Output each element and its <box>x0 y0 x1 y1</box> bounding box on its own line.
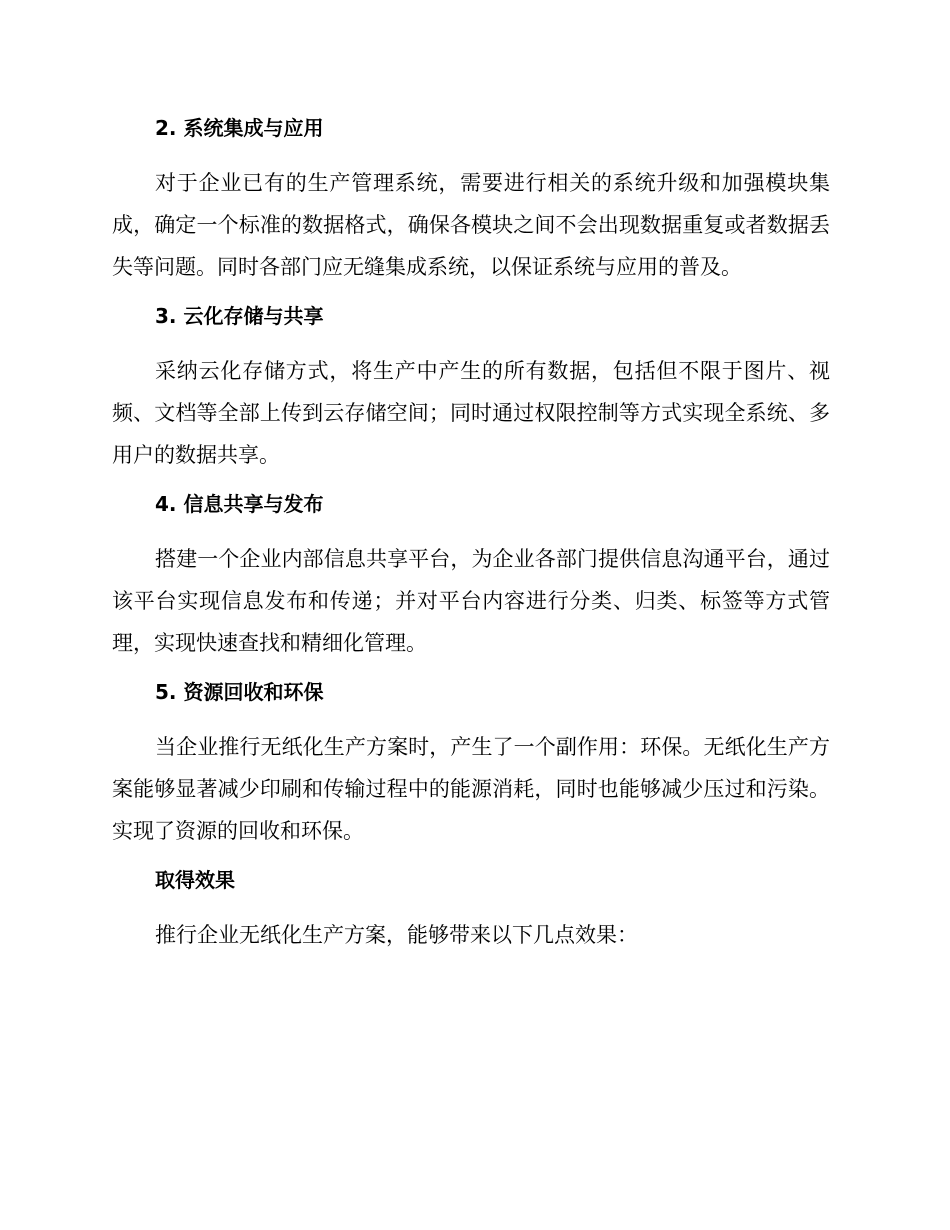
section-paragraph: 推行企业无纸化生产方案，能够带来以下几点效果： <box>155 923 638 947</box>
section-heading: 2. 系统集成与应用 <box>155 116 324 140</box>
section-paragraph: 对于企业已有的生产管理系统，需要进行相关的系统升级和加强模块集成，确定一个标准的数据格式，确保各模块之间不会出现数据重复或者数据丢失等问题。同时各部门应无缝集成系统，以保证系统与应用的普及。 <box>112 171 830 279</box>
document-body <box>112 108 830 964</box>
section-paragraph: 采纳云化存储方式，将生产中产生的所有数据，包括但不限于图片、视频、文档等全部上传到云存储空间；同时通过权限控制等方式实现全系统、多用户的数据共享。 <box>112 359 830 467</box>
section-heading: 5. 资源回收和环保 <box>155 680 324 704</box>
section-heading: 3. 云化存储与共享 <box>155 304 324 328</box>
section-heading: 4. 信息共享与发布 <box>155 492 324 516</box>
section-heading: 取得效果 <box>155 868 235 892</box>
section-paragraph: 当企业推行无纸化生产方案时，产生了一个副作用：环保。无纸化生产方案能够显著减少印刷和传输过程中的能源消耗，同时也能够减少压过和污染。实现了资源的回收和环保。 <box>112 735 830 843</box>
section-paragraph: 搭建一个企业内部信息共享平台，为企业各部门提供信息沟通平台，通过该平台实现信息发布和传递；并对平台内容进行分类、归类、标签等方式管理，实现快速查找和精细化管理。 <box>112 547 830 655</box>
